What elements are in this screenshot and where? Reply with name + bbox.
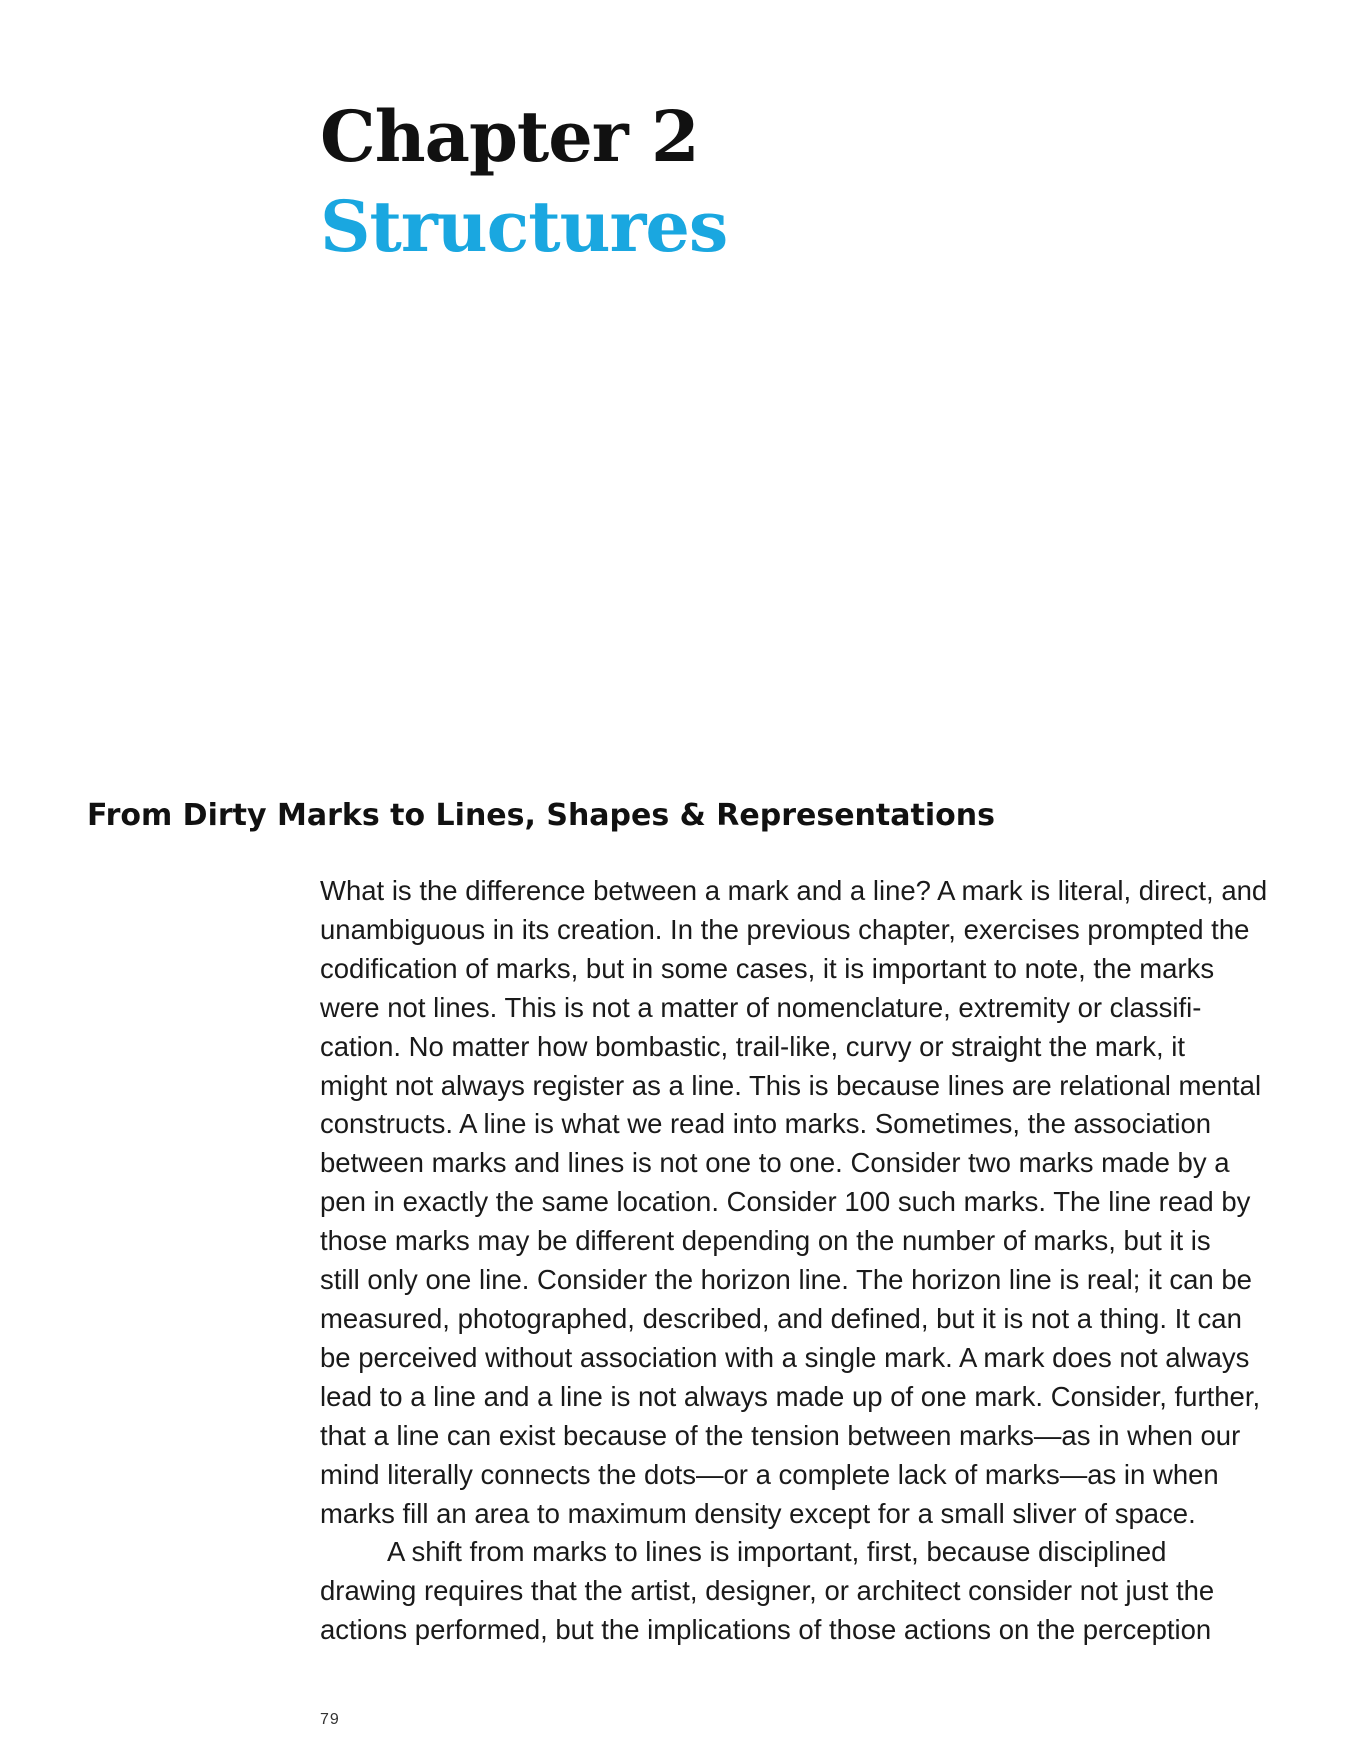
body-line: pen in exactly the same location. Consider 100 such marks. The line read by bbox=[320, 1186, 1251, 1218]
body-line: that a line can exist because of the tension between marks—as in when our bbox=[320, 1419, 1241, 1451]
chapter-number: Chapter 2 bbox=[320, 95, 699, 178]
body-line: were not lines. This is not a matter of nomenclature, extremity or classifi- bbox=[320, 991, 1202, 1023]
body-line: constructs. A line is what we read into marks. Sometimes, the association bbox=[320, 1108, 1212, 1140]
body-line: be perceived without association with a single mark. A mark does not always bbox=[320, 1341, 1250, 1373]
chapter-name: Structures bbox=[320, 185, 728, 268]
page-number: 79 bbox=[320, 1711, 340, 1728]
body-line: drawing requires that the artist, designer, or architect consider not just the bbox=[320, 1575, 1215, 1607]
body-line: might not always register as a line. This is because lines are relational mental bbox=[320, 1069, 1262, 1101]
body-line: marks fill an area to maximum density except for a small sliver of space. bbox=[320, 1497, 1196, 1529]
section-heading: From Dirty Marks to Lines, Shapes & Representations bbox=[87, 798, 995, 833]
body-line: measured, photographed, described, and defined, but it is not a thing. It can bbox=[320, 1302, 1242, 1334]
body-line: still only one line. Consider the horizon line. The horizon line is real; it can be bbox=[320, 1264, 1252, 1296]
body-line: mind literally connects the dots—or a complete lack of marks—as in when bbox=[320, 1458, 1219, 1490]
body-text bbox=[320, 872, 1268, 1650]
body-line: unambiguous in its creation. In the previous chapter, exercises prompted the bbox=[320, 913, 1250, 945]
body-line: actions performed, but the implications of those actions on the perception bbox=[320, 1614, 1212, 1646]
body-line: cation. No matter how bombastic, trail-like, curvy or straight the mark, it bbox=[320, 1030, 1186, 1062]
body-line: those marks may be different depending on the number of marks, but it is bbox=[320, 1225, 1211, 1257]
paragraph-first-line: A shift from marks to lines is important, first, because disciplined bbox=[387, 1536, 1167, 1568]
chapter-title bbox=[320, 92, 727, 272]
body-line: What is the difference between a mark and a line? A mark is literal, direct, and bbox=[320, 875, 1268, 906]
body-line: lead to a line and a line is not always made up of one mark. Consider, further, bbox=[320, 1380, 1261, 1412]
body-line: codification of marks, but in some cases, it is important to note, the marks bbox=[320, 952, 1215, 984]
body-line: between marks and lines is not one to one. Consider two marks made by a bbox=[320, 1147, 1230, 1179]
